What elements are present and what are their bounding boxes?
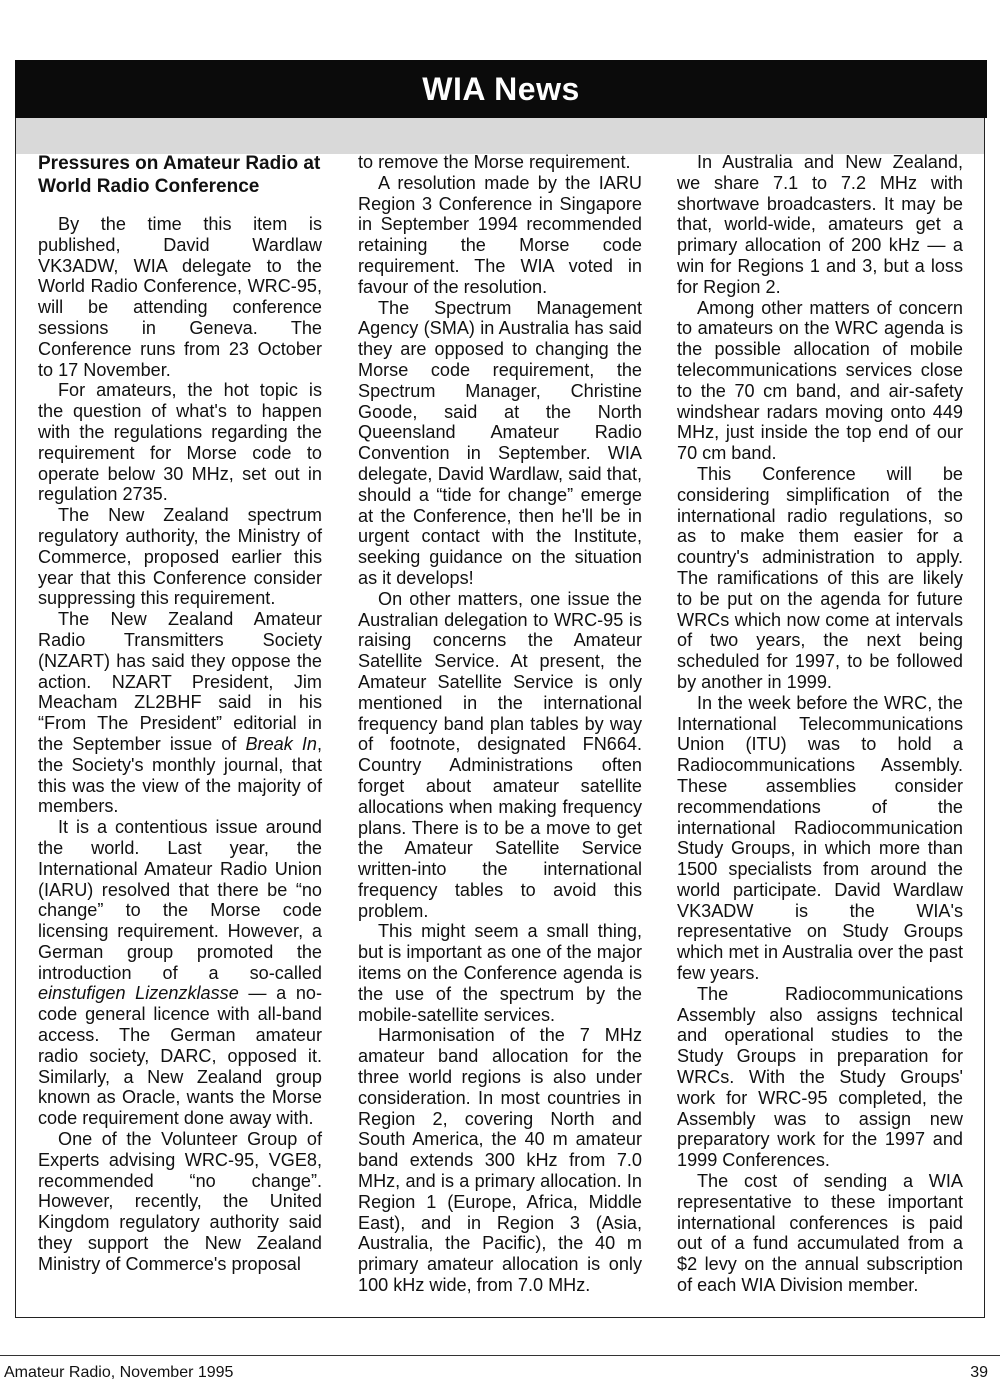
paragraph: In the week before the WRC, the International Telecommunications Union (ITU) was to hold a Radiocommunications Assembly. These assemblies consider recommendations of the international Radiocommunication Study Groups, in which more than 1500 specialists from around the world participate. David Wardlaw VK3ADW is the WIA's representative on Study Groups which met in Australia over the past few years. bbox=[677, 692, 963, 984]
page-number: 39 bbox=[970, 1364, 988, 1381]
text-run: The New Zealand Amateur Radio Transmitters Society (NZART) has said they oppose the action. NZART President, Jim Meacham ZL2BHF said in his “From The President” editorial in the September issue of bbox=[38, 609, 322, 754]
text-run: It is a contentious issue around the world. Last year, the International Amateur Radio Union (IARU) resolved that there be “no change” to the Morse code licensing requirement. However, a German group promoted the introduction of a so-called bbox=[38, 817, 322, 983]
article-headline: Pressures on Amateur Radio at World Radio Conference bbox=[38, 153, 321, 197]
paragraph-continued: to remove the Morse requirement. bbox=[358, 152, 631, 172]
paragraph: This Conference will be considering simplification of the international radio regulations, so as to make them easier for a country's administration to apply. The ramifications of this are likely to be put on the agenda for future WRCs which now come at intervals of two years, the next being scheduled for 1997, to be followed by another in 1999. bbox=[677, 463, 963, 692]
paragraph: In Australia and New Zealand, we share 7.1 to 7.2 MHz with shortwave broadcasters. It may be that, world-wide, amateurs get a primary allocation of 200 kHz — a win for Regions 1 and 3, but a loss for Region 2. bbox=[677, 152, 963, 297]
paragraph: One of the Volunteer Group of Experts advising WRC-95, VGE8, recommended “no change”. However, recently, the United Kingdom regulatory authority said they support the New Zealand Ministry of Commerce's proposal bbox=[38, 1129, 322, 1274]
column-2 bbox=[358, 152, 642, 1312]
column-3 bbox=[677, 152, 963, 1312]
text-run: — a no-code general licence with all-band access. The German amateur radio society, DARC, opposed it. Similarly, a New Zealand group known as Oracle, wants the Morse code requirement done away with. bbox=[38, 983, 323, 1129]
footer-divider bbox=[0, 1355, 1000, 1356]
paragraph bbox=[38, 609, 322, 817]
paragraph: The cost of sending a WIA representative to these important international conferences is paid out of a fund accumulated from a $2 levy on the annual subscription of each WIA Division member. bbox=[677, 1171, 963, 1296]
section-title: WIA News bbox=[422, 71, 580, 107]
paragraph: The Spectrum Management Agency (SMA) in Australia has said they are opposed to changing the Morse code requirement, the Spectrum Manager, Christine Goode, said at the North Queensland Amateur Radio Convention in September. WIA delegate, David Wardlaw, said that, should a “tide for change” emerge at the Conference, then he'll be in urgent contact with the Institute, seeking guidance on the situation as it develops! bbox=[358, 297, 642, 588]
paragraph: The Radiocommunications Assembly also assigns technical and operational studies to the Study Groups in preparation for WRCs. With the Study Groups' work for WRC-95 completed, the Assembly was to assign new preparatory work for the 1997 and 1999 Conferences. bbox=[677, 983, 963, 1171]
text-run: , the Society's monthly journal, that this was the view of the majority of members. bbox=[38, 733, 322, 817]
paragraph bbox=[38, 817, 322, 1129]
footer-publication: Amateur Radio, November 1995 bbox=[4, 1364, 234, 1381]
paragraph: The New Zealand spectrum regulatory authority, the Ministry of Commerce, proposed earlier this year that this Conference consider suppressing this requirement. bbox=[38, 505, 322, 609]
paragraph: By the time this item is published, David Wardlaw VK3ADW, WIA delegate to the World Radio Conference, WRC-95, will be attending conference sessions in Geneva. The Conference runs from 23 October to 17 November. bbox=[38, 214, 322, 380]
publication-title: Break In bbox=[245, 733, 317, 754]
section-banner bbox=[15, 60, 987, 118]
foreign-term: einstufigen Lizenzklasse bbox=[38, 983, 239, 1004]
paragraph: Harmonisation of the 7 MHz amateur band allocation for the three world regions is also under consideration. In most countries in Region 2, covering North and South America, the 40 m amateur band extends 300 kHz from 7.0 MHz, and is a primary allocation. In Region 1 (Europe, Africa, Middle East), and in Region 3 (Asia, Australia, the Pacific), the 40 m primary amateur allocation is only 100 kHz wide, from 7.0 MHz. bbox=[358, 1025, 642, 1296]
paragraph: A resolution made by the IARU Region 3 Conference in Singapore in September 1994 recommended retaining the Morse code requirement. The WIA voted in favour of the resolution. bbox=[358, 172, 642, 297]
column-1 bbox=[38, 152, 322, 1312]
paragraph: Among other matters of concern to amateurs on the WRC agenda is the possible allocation of mobile telecommunications services close to the 70 cm band, and air-safety windshear radars moving onto 449 MHz, just inside the top end of our 70 cm band. bbox=[677, 297, 963, 464]
paragraph: On other matters, one issue the Australian delegation to WRC-95 is raising concerns the Amateur Satellite Service. At present, the Amateur Satellite Service is only mentioned in the international frequency band plan tables by way of footnote, designated FN664. Country Administrations often forget about amateur satellite allocations when making frequency plans. There is to be a move to get the Amateur Satellite Service written-into the international frequency tables to avoid this problem. bbox=[358, 588, 642, 921]
paragraph: For amateurs, the hot topic is the question of what's to happen with the regulations regarding the requirement for Morse code to operate below 30 MHz, set out in regulation 2735. bbox=[38, 380, 322, 505]
paragraph: This might seem a small thing, but is important as one of the major items on the Conference agenda is the use of the spectrum by the mobile-satellite services. bbox=[358, 921, 642, 1025]
